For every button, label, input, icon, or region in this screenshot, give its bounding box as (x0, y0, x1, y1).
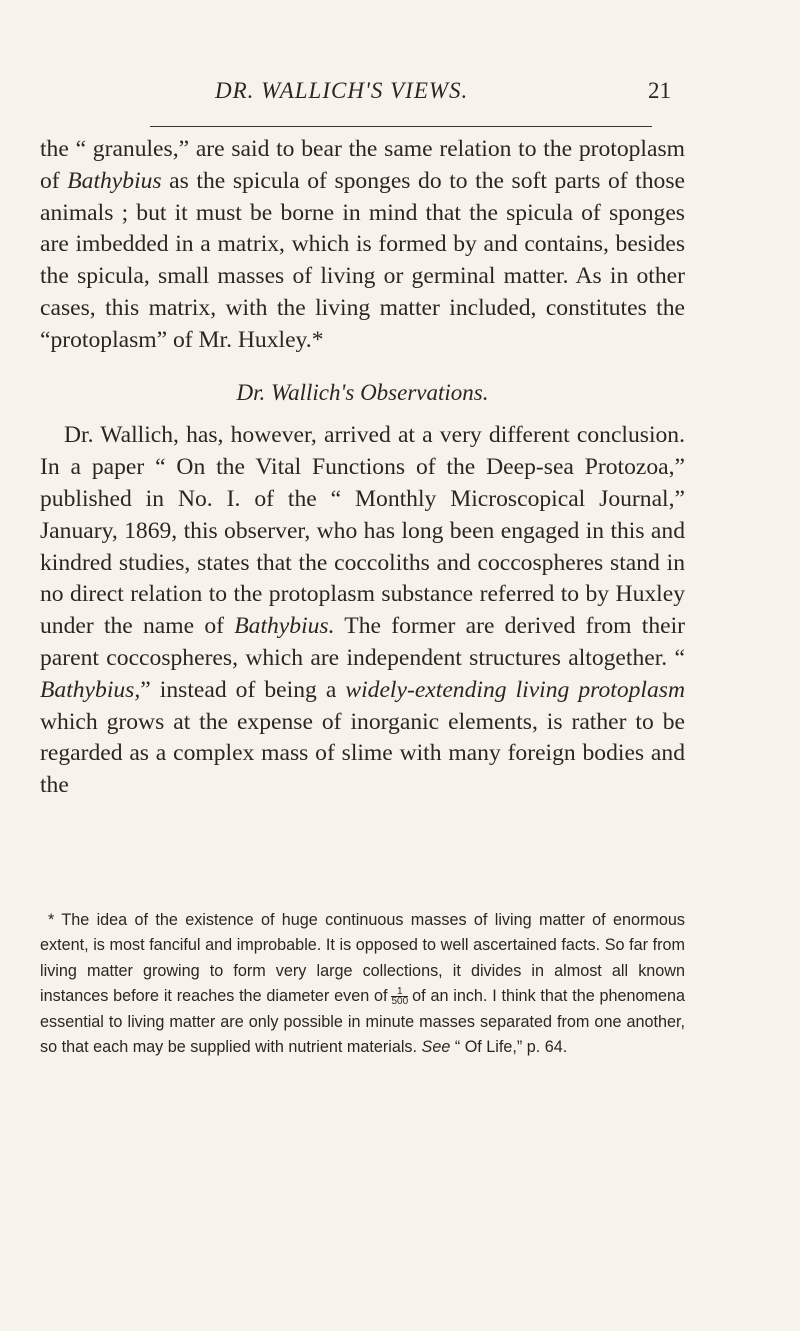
see-reference: See (421, 1038, 451, 1057)
italic-term: Bathybius (67, 167, 162, 194)
fraction: $\frac{1}{500}$ (391, 986, 409, 1008)
paragraph-1: the “ granules,” are said to bear the same relation to the protoplasm of Bathybius as the spicula of sponges do to the soft parts of those animals ; but it must be borne in mind that the spicula of sponges are imbedded in a matrix, which is formed by and contains, besides the spicula, small masses of living or germinal matter. As in other cases, this matrix, with the living matter included, constitutes the “protoplasm” of Mr. Huxley.* (40, 136, 685, 353)
italic-term: Bathybius, (40, 676, 141, 703)
running-title: DR. WALLICH'S VIEWS. (215, 78, 469, 103)
main-text (40, 134, 685, 802)
paragraph-2: Dr. Wallich, has, however, arrived at a very different conclusion. In a paper “ On the Vital Functions of the Deep-sea Protozoa,” published in No. I. of the “ Monthly Microscopical Journal,” January, 1869, this observer, who has long been engaged in this and kindred studies, states that the coccoliths and coccospheres stand in no direct relation to the protoplasm substance referred to by Huxley under the name of Bathybius. The former are derived from their parent coccospheres, which are independent structures altogether. “ Bathybius,” instead of being a widely-extending living protoplasm which grows at the expense of inorganic elements, is rather to be regarded as a complex mass of slime with many foreign bodies and the (40, 422, 685, 799)
header-rule (150, 126, 652, 127)
italic-term: Bathybius. (234, 613, 335, 640)
italic-phrase: widely-extending living protoplasm (345, 676, 685, 703)
footnote: * The idea of the existence of huge continuous masses of living matter of enormous extent, is most fanciful and improbable. It is opposed to well ascertained facts. So far from living matter growing to form very large collections, it divides in almost all known instances before it reaches the diameter even of $\frac{1}{500}$ of an inch. I think that the phenomena essential to living matter are only possible in minute masses separated from one another, so that each may be supplied with nutrient materials. See “ Of Life,” p. 64. (40, 911, 685, 1057)
running-head (0, 78, 800, 108)
section-heading: Dr. Wallich's Observations. (236, 379, 489, 405)
page-number: 21 (648, 78, 671, 103)
